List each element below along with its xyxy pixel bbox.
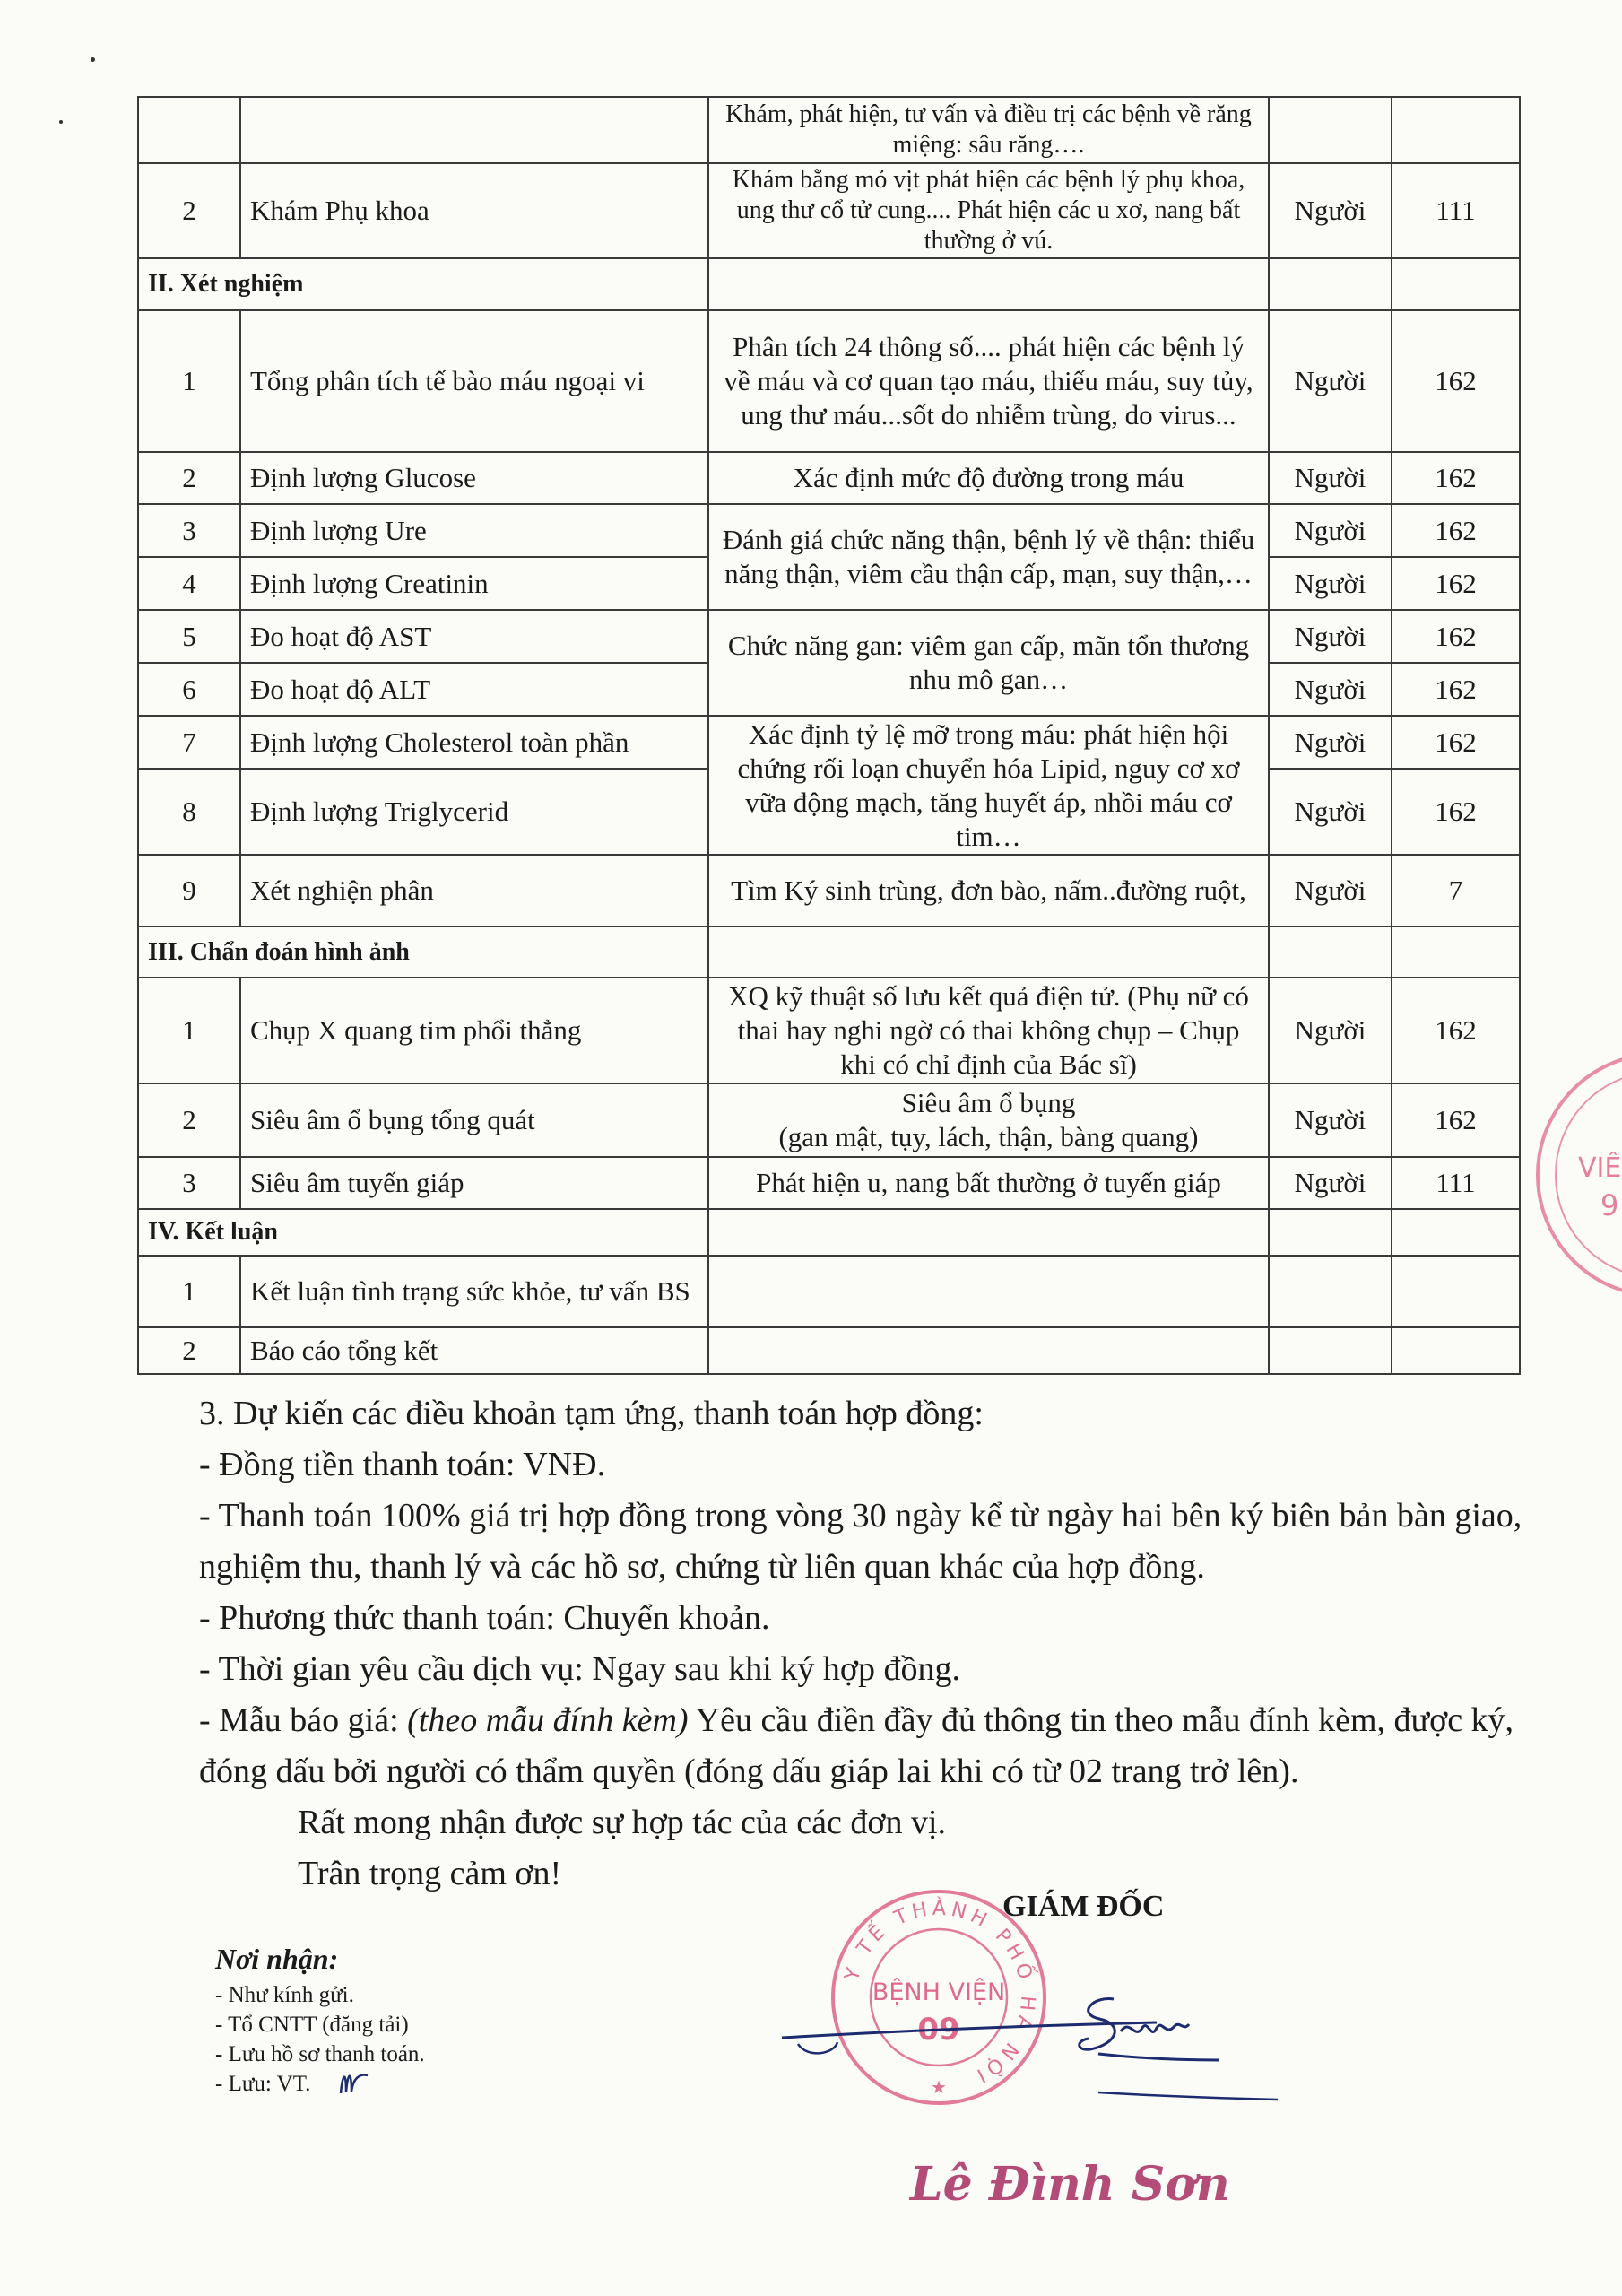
cell-empty (1392, 258, 1520, 310)
cell-empty (1269, 1209, 1392, 1256)
cell-empty (1269, 258, 1392, 310)
desc-line: Siêu âm ổ bụng (901, 1087, 1076, 1118)
table-row (138, 452, 1520, 504)
cell-qty: 162 (1392, 452, 1520, 504)
cell-name: Định lượng Ure (240, 504, 708, 557)
cell-name: Siêu âm ổ bụng tổng quát (240, 1083, 708, 1157)
cell-desc: XQ kỹ thuật số lưu kết quả điện tử. (Phụ nữ có thai hay nghi ngờ có thai không chụp – Chụp khi có chỉ định của Bác sĩ) (708, 978, 1269, 1083)
cell-stt: 3 (138, 504, 240, 557)
closing-thanks: Trân trọng cảm ơn! (298, 1855, 562, 1892)
quote-prefix: - Mẫu báo giá: (199, 1701, 408, 1739)
cell-unit: Người (1269, 855, 1392, 926)
scan-speck (59, 120, 63, 124)
cell-desc: Khám, phát hiện, tư vấn và điều trị các bệnh về răng miệng: sâu răng…. (708, 97, 1269, 163)
cell-desc: Chức năng gan: viêm gan cấp, mãn tổn thương nhu mô gan… (708, 610, 1269, 716)
cell-name: Tổng phân tích tế bào máu ngoại vi (240, 310, 708, 452)
cell-empty (708, 1209, 1269, 1256)
cell-desc (708, 1256, 1269, 1327)
cell-name: Siêu âm tuyến giáp (240, 1157, 708, 1209)
cell-qty (1392, 97, 1520, 163)
section-row (138, 1209, 1520, 1256)
cell-qty: 162 (1392, 978, 1520, 1083)
director-title: GIÁM ĐỐC (1002, 1890, 1165, 1923)
cell-desc: Khám bằng mỏ vịt phát hiện các bệnh lý phụ khoa, ung thư cổ tử cung.... Phát hiện các u xơ, nang bất thường ở vú. (708, 163, 1269, 258)
recipients-block (215, 1937, 425, 2099)
recipient-item: - Tổ CNTT (đăng tải) (215, 2013, 409, 2037)
section-row (138, 258, 1520, 310)
cell-name: Định lượng Triglycerid (240, 769, 708, 855)
desc-line: (gan mật, tụy, lách, thận, bàng quang) (778, 1121, 1199, 1152)
cell-unit: Người (1269, 1083, 1392, 1157)
handwritten-signature (780, 1969, 1282, 2121)
cell-empty (1269, 926, 1392, 978)
scan-speck (91, 57, 95, 62)
cell-name: Kết luận tình trạng sức khỏe, tư vấn BS (240, 1256, 708, 1327)
cell-name: Xét nghiện phân (240, 855, 708, 926)
cell-desc: Xác định mức độ đường trong máu (708, 452, 1269, 504)
cell-empty (708, 926, 1269, 978)
terms-quote (199, 1695, 1526, 1797)
svg-text:Y TẾ THÀNH PHỐ HÀ NỘI: Y TẾ THÀNH PHỐ HÀ NỘI (840, 1897, 1039, 2089)
terms-heading: 3. Dự kiến các điều khoản tạm ứng, thanh toán hợp đồng: (199, 1395, 984, 1432)
section-title: III. Chẩn đoán hình ảnh (138, 926, 708, 978)
cell-name: Báo cáo tổng kết (240, 1327, 708, 1374)
payment-terms (199, 1388, 1526, 1900)
cell-desc: Xác định tỷ lệ mỡ trong máu: phát hiện hội chứng rối loạn chuyển hóa Lipid, nguy cơ xơ vữa động mạch, tăng huyết áp, nhồi máu cơ tim… (708, 716, 1269, 855)
cell-qty: 162 (1392, 557, 1520, 610)
cell-stt: 2 (138, 1083, 240, 1157)
cell-unit: Người (1269, 557, 1392, 610)
table-row (138, 1327, 1520, 1374)
table-row (138, 163, 1520, 258)
cell-name: Khám Phụ khoa (240, 163, 708, 258)
cell-name: Định lượng Glucose (240, 452, 708, 504)
cell-stt: 1 (138, 978, 240, 1083)
cell-qty: 162 (1392, 663, 1520, 716)
cell-unit: Người (1269, 610, 1392, 663)
terms-currency: - Đồng tiền thanh toán: VNĐ. (199, 1446, 606, 1483)
svg-text:VIÊ: VIÊ (1578, 1152, 1622, 1184)
table-row (138, 504, 1520, 557)
cell-stt: 6 (138, 663, 240, 716)
cell-stt: 8 (138, 769, 240, 855)
cell-desc (708, 1083, 1269, 1157)
cell-unit: Người (1269, 769, 1392, 855)
table-row (138, 978, 1520, 1083)
cell-unit: Người (1269, 663, 1392, 716)
cell-qty: 162 (1392, 610, 1520, 663)
cell-qty: 162 (1392, 769, 1520, 855)
closing-hope: Rất mong nhận được sự hợp tác của các đơn vị. (298, 1804, 947, 1841)
table-row (138, 97, 1520, 163)
table-row (138, 610, 1520, 663)
svg-text:09: 09 (917, 2012, 960, 2048)
table-row (138, 310, 1520, 452)
cell-desc: Phát hiện u, nang bất thường ở tuyến giáp (708, 1157, 1269, 1209)
recipient-item: - Lưu: VT. (215, 2072, 311, 2096)
cell-qty: 162 (1392, 1083, 1520, 1157)
cell-unit (1269, 97, 1392, 163)
cell-qty: 7 (1392, 855, 1520, 926)
table-row (138, 855, 1520, 926)
cell-stt: 2 (138, 163, 240, 258)
cell-stt: 5 (138, 610, 240, 663)
cell-desc (708, 1327, 1269, 1374)
cell-qty: 111 (1392, 1157, 1520, 1209)
cell-unit (1269, 1327, 1392, 1374)
cell-stt (138, 97, 240, 163)
quote-italic: (theo mẫu đính kèm) (407, 1701, 689, 1739)
section-row (138, 926, 1520, 978)
terms-payment: - Thanh toán 100% giá trị hợp đồng trong vòng 30 ngày kể từ ngày hai bên ký biên bản bàn giao, nghiệm thu, thanh lý và các hồ sơ, chứng từ liên quan khác của hợp đồng. (199, 1497, 1522, 1586)
cell-name: Định lượng Creatinin (240, 557, 708, 610)
signer-name: Lê Đình Sơn (910, 2157, 1230, 2212)
svg-text:9: 9 (1600, 1188, 1619, 1222)
cell-stt: 1 (138, 310, 240, 452)
cell-desc: Phân tích 24 thông số.... phát hiện các bệnh lý về máu và cơ quan tạo máu, thiếu máu, suy tủy, ung thư máu...sốt do nhiễm trùng, do virus... (708, 310, 1269, 452)
cell-qty: 162 (1392, 716, 1520, 769)
svg-text:BỆNH VIỆN: BỆNH VIỆN (872, 1979, 1006, 2006)
cell-qty: 111 (1392, 163, 1520, 258)
cell-unit (1269, 1256, 1392, 1327)
cell-qty (1392, 1327, 1520, 1374)
recipients-title: Nơi nhận: (215, 1943, 339, 1975)
cell-qty (1392, 1256, 1520, 1327)
cell-stt: 9 (138, 855, 240, 926)
cell-unit: Người (1269, 978, 1392, 1083)
service-table (137, 96, 1521, 1375)
cell-qty: 162 (1392, 504, 1520, 557)
cell-empty (1392, 926, 1520, 978)
cell-unit: Người (1269, 310, 1392, 452)
cell-unit: Người (1269, 716, 1392, 769)
table-row (138, 1256, 1520, 1327)
cell-name: Đo hoạt độ ALT (240, 663, 708, 716)
cell-name: Định lượng Cholesterol toàn phần (240, 716, 708, 769)
cell-name (240, 97, 708, 163)
cell-stt: 2 (138, 452, 240, 504)
cell-desc: Tìm Ký sinh trùng, đơn bào, nấm..đường ruột, (708, 855, 1269, 926)
cell-unit: Người (1269, 504, 1392, 557)
cell-unit: Người (1269, 163, 1392, 258)
table-row (138, 1083, 1520, 1157)
cell-unit: Người (1269, 1157, 1392, 1209)
terms-time: - Thời gian yêu cầu dịch vụ: Ngay sau khi ký hợp đồng. (199, 1650, 960, 1688)
cell-empty (708, 258, 1269, 310)
section-title: IV. Kết luận (138, 1209, 708, 1256)
cell-unit: Người (1269, 452, 1392, 504)
table-row (138, 716, 1520, 769)
cell-stt: 4 (138, 557, 240, 610)
partial-stamp (1524, 1040, 1622, 1309)
cell-stt: 7 (138, 716, 240, 769)
cell-stt: 2 (138, 1327, 240, 1374)
cell-empty (1392, 1209, 1520, 1256)
cell-stt: 1 (138, 1256, 240, 1327)
svg-text:★: ★ (931, 2078, 947, 2098)
cell-name: Đo hoạt độ AST (240, 610, 708, 663)
section-title: II. Xét nghiệm (138, 258, 708, 310)
cell-desc: Đánh giá chức năng thận, bệnh lý về thận: thiểu năng thận, viêm cầu thận cấp, mạn, suy thận,… (708, 504, 1269, 610)
terms-method: - Phương thức thanh toán: Chuyển khoản. (199, 1599, 770, 1637)
table-row (138, 1157, 1520, 1209)
recipient-item: - Lưu hồ sơ thanh toán. (215, 2042, 425, 2066)
paraph-icon (335, 2065, 371, 2100)
cell-stt: 3 (138, 1157, 240, 1209)
recipient-item: - Như kính gửi. (215, 1983, 354, 2007)
cell-name: Chụp X quang tim phổi thẳng (240, 978, 708, 1083)
quote-rest: Yêu cầu điền đầy đủ thông tin theo mẫu đính kèm, được ký, đóng dấu bởi người có thẩm quyền (đóng dấu giáp lai khi có từ 02 trang trở lên). (199, 1701, 1514, 1790)
cell-qty: 162 (1392, 310, 1520, 452)
